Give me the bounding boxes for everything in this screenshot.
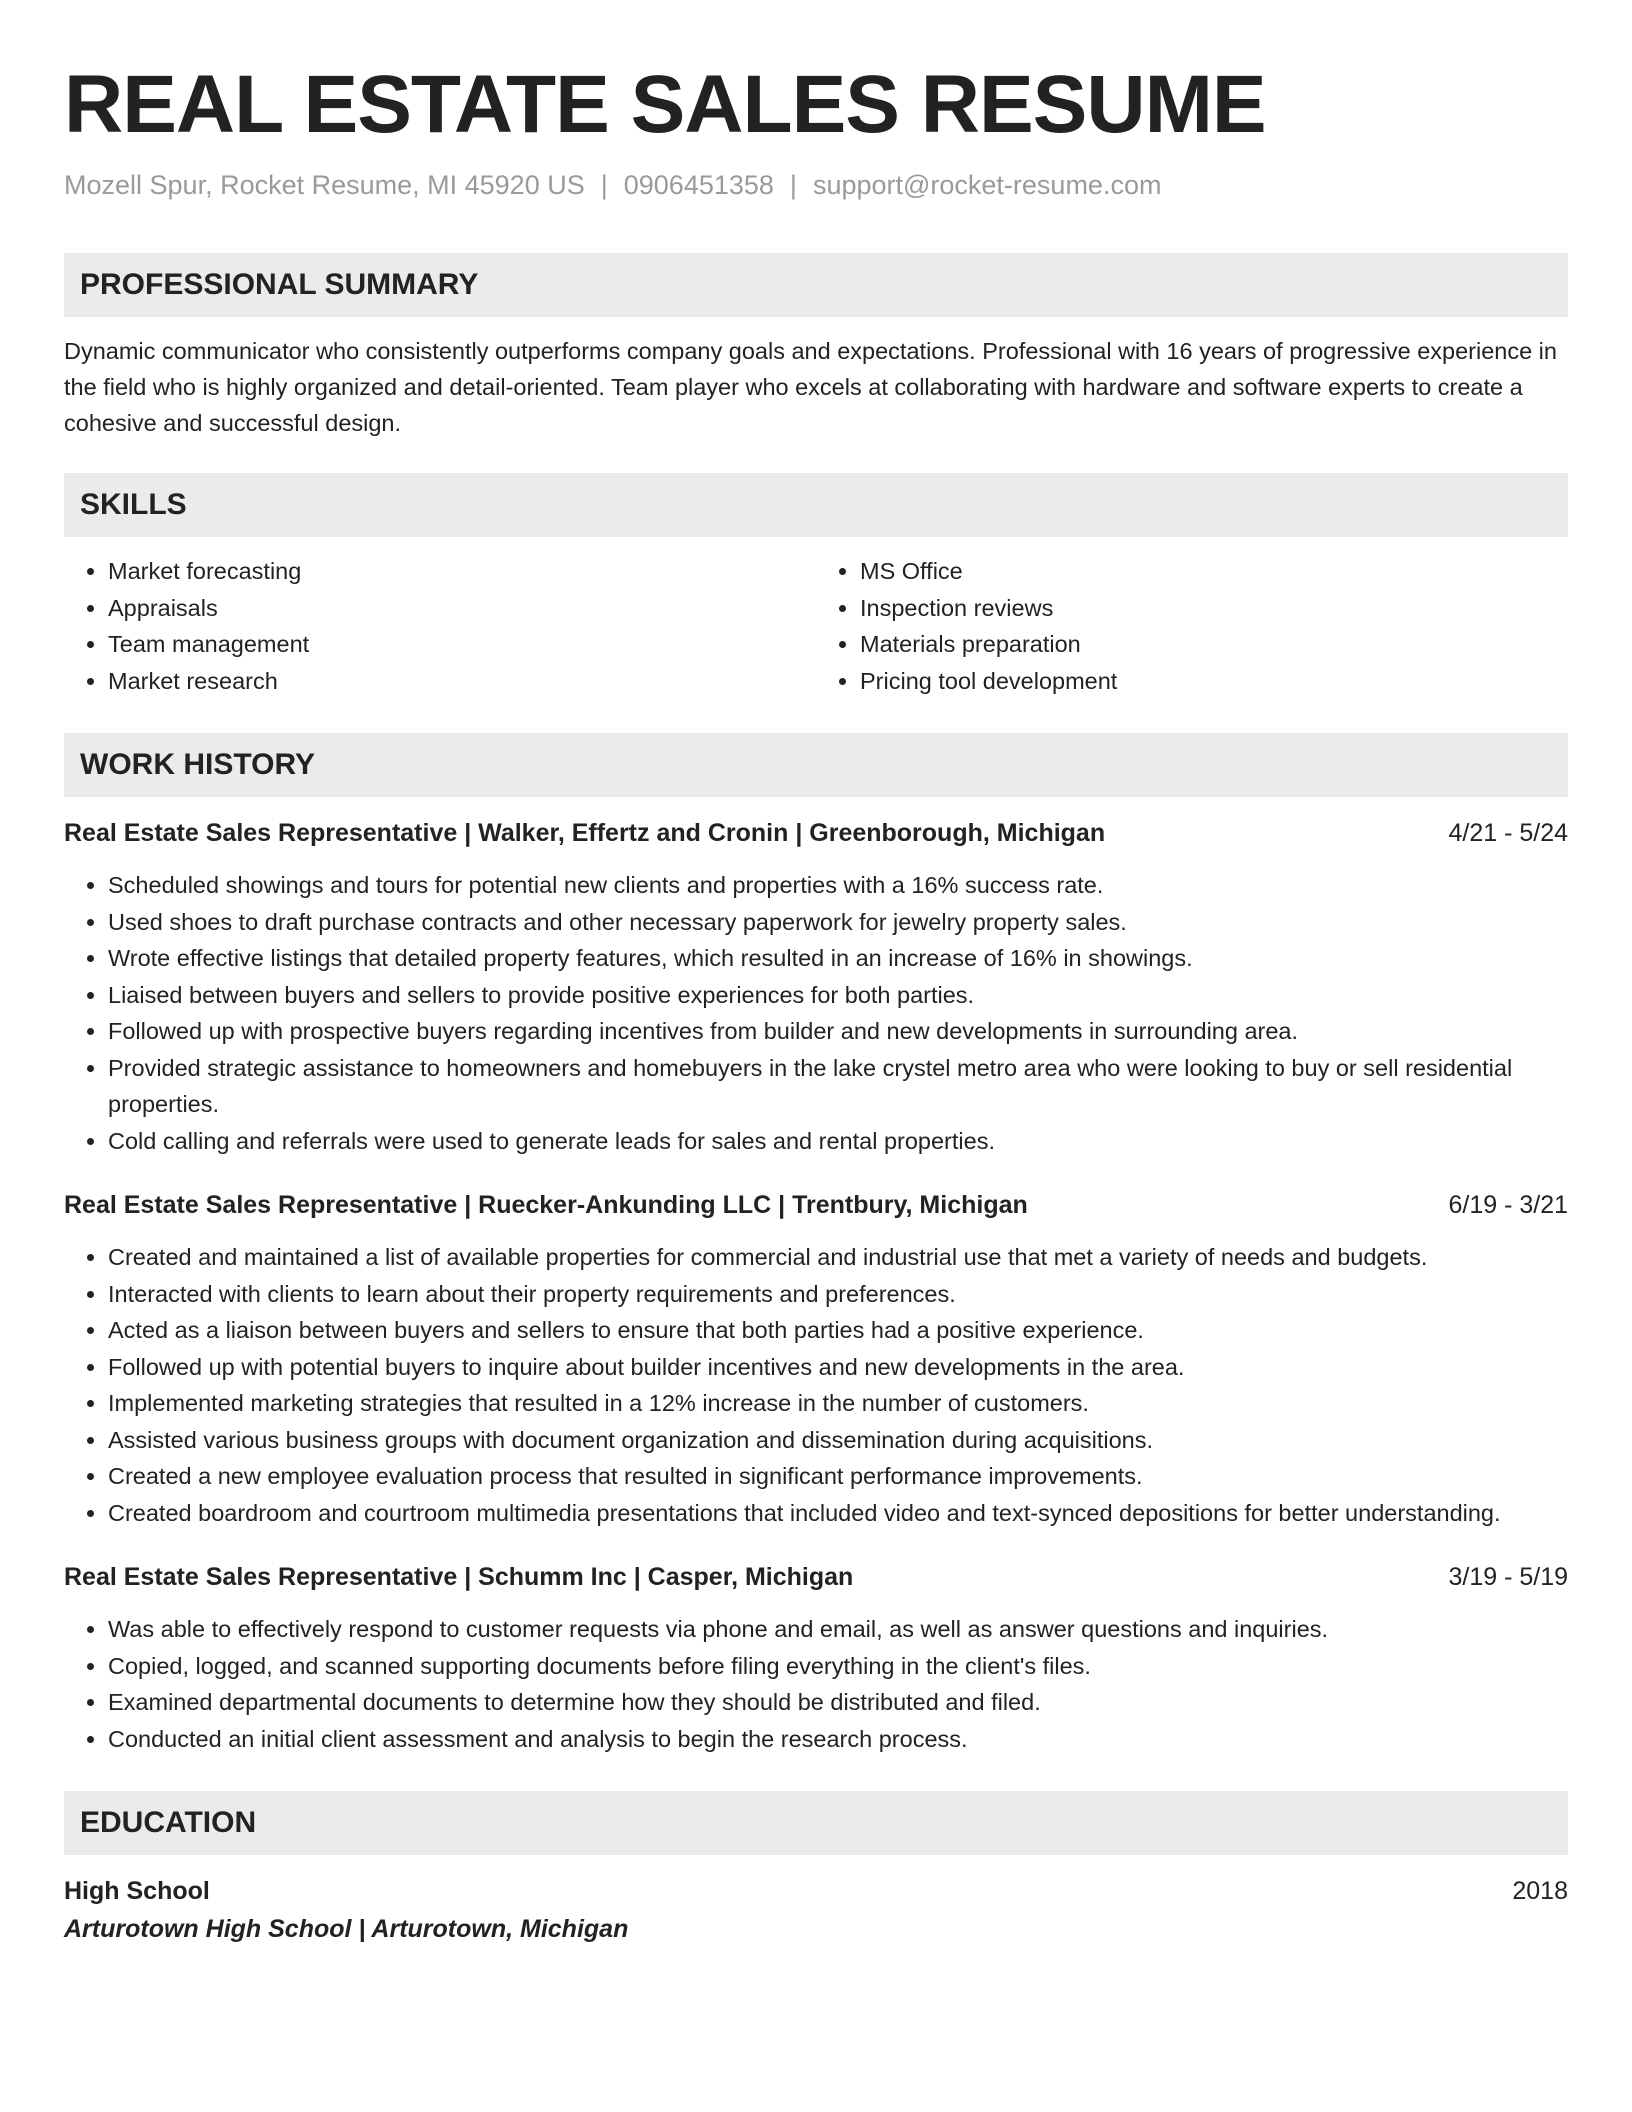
job-bullet: • Created and maintained a list of available properties for commercial and industrial use that met a variety of needs and budgets.: [108, 1239, 1568, 1276]
job-entry: [64, 1187, 1568, 1531]
job-bullet: • Assisted various business groups with document organization and dissemination during acquisitions.: [108, 1422, 1568, 1459]
job-dates: 3/19 - 5/19: [1448, 1563, 1568, 1591]
skill-item: • Team management: [108, 626, 816, 663]
job-title: Real Estate Sales Representative | Ruecker-Ankunding LLC | Trentbury, Michigan: [64, 1191, 1028, 1219]
skill-item: • Materials preparation: [860, 626, 1568, 663]
job-bullet: • Followed up with prospective buyers regarding incentives from builder and new developments in surrounding area.: [108, 1013, 1568, 1050]
job-bullet: • Conducted an initial client assessment and analysis to begin the research process.: [108, 1721, 1568, 1758]
job-bullet: • Cold calling and referrals were used to generate leads for sales and rental properties.: [108, 1123, 1568, 1160]
job-bullet: • Copied, logged, and scanned supporting documents before filing everything in the client's files.: [108, 1648, 1568, 1685]
education-header: [64, 1873, 1568, 1909]
job-bullet: • Acted as a liaison between buyers and sellers to ensure that both parties had a positive experience.: [108, 1312, 1568, 1349]
contact-phone: 0906451358: [623, 170, 774, 200]
job-bullet: • Examined departmental documents to determine how they should be distributed and filed.: [108, 1684, 1568, 1721]
job-title: Real Estate Sales Representative | Schumm Inc | Casper, Michigan: [64, 1563, 854, 1591]
job-bullet: • Interacted with clients to learn about their property requirements and preferences.: [108, 1276, 1568, 1313]
section-header-summary: PROFESSIONAL SUMMARY: [64, 253, 1568, 317]
job-dates: 4/21 - 5/24: [1448, 819, 1568, 847]
skill-item: • Appraisals: [108, 590, 816, 627]
section-header-work-history: WORK HISTORY: [64, 733, 1568, 797]
skill-item: • MS Office: [860, 553, 1568, 590]
job-bullets: [64, 1611, 1568, 1757]
job-bullet: • Used shoes to draft purchase contracts and other necessary paperwork for jewelry property sales.: [108, 904, 1568, 941]
job-header: [64, 1559, 1568, 1595]
contact-line: [64, 167, 1568, 203]
job-header: [64, 815, 1568, 851]
job-entry: [64, 815, 1568, 1159]
skill-item: • Pricing tool development: [860, 663, 1568, 700]
skills-list: [64, 553, 1568, 699]
education-degree: High School: [64, 1877, 210, 1905]
education-year: 2018: [1512, 1877, 1568, 1905]
skill-item: • Market forecasting: [108, 553, 816, 590]
job-entry: [64, 1559, 1568, 1757]
job-bullet: • Implemented marketing strategies that resulted in a 12% increase in the number of customers.: [108, 1385, 1568, 1422]
resume-title: REAL ESTATE SALES RESUME: [64, 59, 1266, 150]
job-header: [64, 1187, 1568, 1223]
job-bullet: • Liaised between buyers and sellers to provide positive experiences for both parties.: [108, 977, 1568, 1014]
job-bullet: • Created a new employee evaluation process that resulted in significant performance improvements.: [108, 1458, 1568, 1495]
job-bullets: [64, 867, 1568, 1159]
section-header-skills: SKILLS: [64, 473, 1568, 537]
section-header-education: EDUCATION: [64, 1791, 1568, 1855]
job-bullet: • Followed up with potential buyers to inquire about builder incentives and new developments in the area.: [108, 1349, 1568, 1386]
skill-item: • Inspection reviews: [860, 590, 1568, 627]
job-bullet: • Wrote effective listings that detailed property features, which resulted in an increase of 16% in showings.: [108, 940, 1568, 977]
contact-address: Mozell Spur, Rocket Resume, MI 45920 US: [64, 170, 585, 200]
education-school: Arturotown High School | Arturotown, Michigan: [64, 1915, 629, 1943]
job-bullet: • Was able to effectively respond to customer requests via phone and email, as well as answer questions and inquiries.: [108, 1611, 1568, 1648]
job-title: Real Estate Sales Representative | Walker, Effertz and Cronin | Greenborough, Michigan: [64, 819, 1106, 847]
contact-separator: |: [600, 170, 608, 200]
contact-separator: |: [789, 170, 797, 200]
job-bullets: [64, 1239, 1568, 1531]
job-bullet: • Created boardroom and courtroom multimedia presentations that included video and text-synced depositions for better understanding.: [108, 1495, 1568, 1532]
skills-column-right: [816, 553, 1568, 699]
skills-column-left: [64, 553, 816, 699]
contact-email: support@rocket-resume.com: [812, 170, 1162, 200]
job-bullet: • Scheduled showings and tours for potential new clients and properties with a 16% success rate.: [108, 867, 1568, 904]
skill-item: • Market research: [108, 663, 816, 700]
job-bullet: • Provided strategic assistance to homeowners and homebuyers in the lake crystel metro area who were looking to buy or sell residential properties.: [108, 1050, 1568, 1123]
summary-text: Dynamic communicator who consistently outperforms company goals and expectations. Professional with 16 years of progressive experience in the field who is highly organized and detail-oriented. Team player who excels at collaborating with hardware and software experts to create a cohesive and successful design.: [64, 338, 1557, 436]
job-dates: 6/19 - 3/21: [1448, 1191, 1568, 1219]
